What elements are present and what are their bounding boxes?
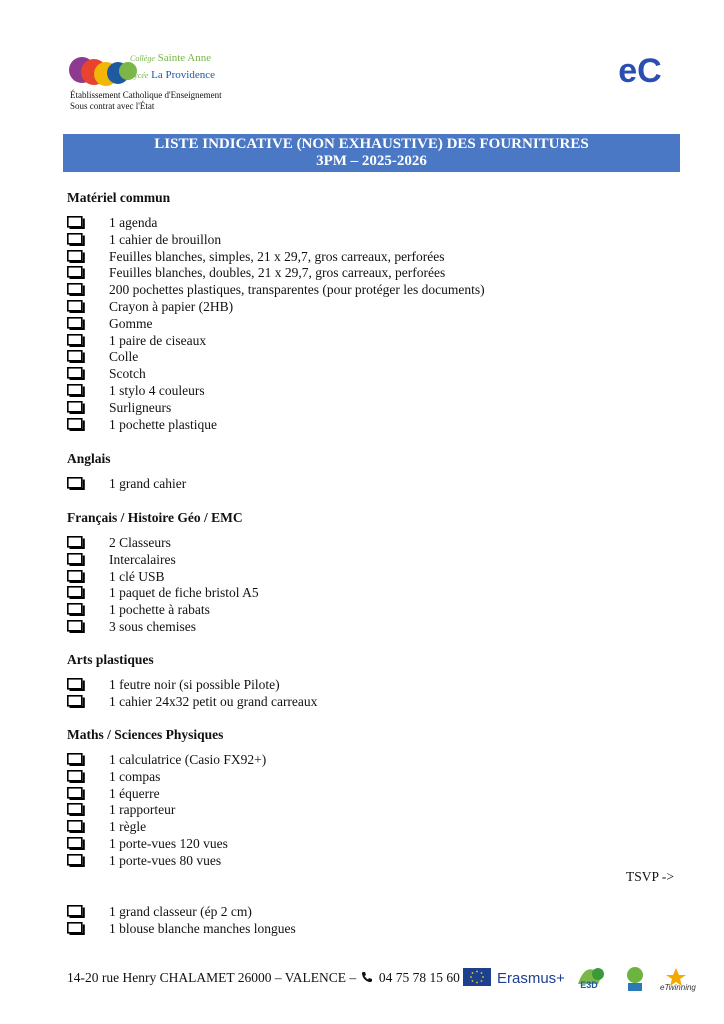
- checkbox-icon: [67, 283, 85, 296]
- school-tagline-1: Établissement Catholique d'Enseignement: [70, 90, 222, 100]
- checklist-item-label: 1 porte-vues 120 vues: [109, 836, 228, 851]
- erasmus-logo: Erasmus+: [497, 970, 565, 987]
- checklist-item-label: Colle: [109, 349, 139, 364]
- section-title: Maths / Sciences Physiques: [67, 727, 224, 742]
- phone-icon: [361, 971, 373, 983]
- footer-address-line: [67, 970, 460, 986]
- checkbox-icon: [67, 536, 85, 549]
- checkbox-icon: [67, 820, 85, 833]
- checklist-item-label: Scotch: [109, 366, 146, 381]
- school-prefix-1: Collège: [130, 54, 155, 63]
- checklist-item-label: 1 stylo 4 couleurs: [109, 383, 205, 398]
- checklist-item-label: Surligneurs: [109, 400, 172, 415]
- school-tagline-2: Sous contrat avec l'État: [70, 101, 155, 111]
- school-logo-circles: [68, 50, 138, 92]
- checkbox-icon: [67, 384, 85, 397]
- checkbox-icon: [67, 367, 85, 380]
- checkbox-icon: [67, 553, 85, 566]
- checkbox-icon: [67, 233, 85, 246]
- checklist-item-label: 1 paquet de fiche bristol A5: [109, 585, 259, 600]
- checklist-item-label: 1 règle: [109, 819, 147, 834]
- school-name-1: Sainte Anne: [157, 52, 212, 64]
- checkbox-icon: [67, 250, 85, 263]
- checkbox-icon: [67, 350, 85, 363]
- school-prefix-2: Lycée: [130, 71, 149, 80]
- checklist-item-label: 1 paire de ciseaux: [109, 333, 207, 348]
- checklist-item-label: 1 rapporteur: [109, 802, 176, 817]
- checklist-item-label: 1 feutre noir (si possible Pilote): [109, 677, 280, 692]
- section-title: Français / Histoire Géo / EMC: [67, 510, 243, 525]
- checklist-item-label: Feuilles blanches, doubles, 21 x 29,7, gros carreaux, perforées: [109, 265, 446, 280]
- checkbox-icon: [67, 603, 85, 616]
- checkbox-icon: [67, 334, 85, 347]
- checkbox-icon: [67, 401, 85, 414]
- checklist-item-label: 1 agenda: [109, 215, 158, 230]
- checkbox-icon: [67, 770, 85, 783]
- checklist-item-label: 1 pochette à rabats: [109, 602, 210, 617]
- school-logo: [68, 48, 238, 114]
- ec-logo: [608, 52, 672, 90]
- checklist-item-label: Intercalaires: [109, 552, 176, 567]
- checkbox-icon: [67, 803, 85, 816]
- checkbox-icon: [67, 266, 85, 279]
- checkbox-icon: [67, 300, 85, 313]
- checklist-item-label: 1 cahier 24x32 petit ou grand carreaux: [109, 694, 318, 709]
- checklist-item-label: 1 calculatrice (Casio FX92+): [109, 752, 267, 767]
- checkbox-icon: [67, 477, 85, 490]
- checklist-item-label: 1 porte-vues 80 vues: [109, 853, 222, 868]
- checkbox-icon: [67, 837, 85, 850]
- checklist-item-label: 1 clé USB: [109, 569, 165, 584]
- checkbox-icon: [67, 854, 85, 867]
- school-names: [130, 50, 215, 84]
- footer-phone: 04 75 78 15 60: [378, 970, 460, 985]
- checklist-item-label: 3 sous chemises: [109, 619, 196, 634]
- checklist-item-label: 1 grand cahier: [109, 476, 187, 491]
- checkbox-icon: [67, 695, 85, 708]
- banner-line-1: LISTE INDICATIVE (NON EXHAUSTIVE) DES FOURNITURES: [154, 136, 589, 152]
- checklist-item-label: 1 blouse blanche manches longues: [109, 921, 296, 936]
- checkbox-icon: [67, 620, 85, 633]
- checklist-item-label: Feuilles blanches, simples, 21 x 29,7, gros carreaux, perforées: [109, 249, 445, 264]
- eu-flag-icon: [463, 968, 491, 986]
- checkbox-icon: [67, 586, 85, 599]
- ec-logo-text: eC: [618, 52, 662, 90]
- e3d-logo-text: E3D: [580, 980, 598, 990]
- checklist-item-label: 1 équerre: [109, 786, 160, 801]
- section-title: Anglais: [67, 451, 111, 466]
- checklist-item-label: Crayon à papier (2HB): [109, 299, 234, 314]
- checkbox-icon: [67, 787, 85, 800]
- school-name-2: La Providence: [151, 69, 216, 81]
- checklist-item-label: 1 compas: [109, 769, 161, 784]
- e3d-logo: [574, 964, 610, 992]
- checkbox-icon: [67, 753, 85, 766]
- checklist-item-label: 1 grand classeur (ép 2 cm): [109, 904, 252, 919]
- eco-school-logo: [624, 966, 646, 992]
- checklist-item-label: 1 cahier de brouillon: [109, 232, 222, 247]
- banner-line-2: 3PM – 2025-2026: [316, 153, 427, 169]
- etwinning-label: eTwinning: [660, 983, 696, 992]
- title-banner: [63, 134, 680, 172]
- checkbox-icon: [67, 905, 85, 918]
- checkbox-icon: [67, 317, 85, 330]
- checklist-item-label: Gomme: [109, 316, 153, 331]
- checkbox-icon: [67, 678, 85, 691]
- checkbox-icon: [67, 418, 85, 431]
- checklist-item-label: 200 pochettes plastiques, transparentes (pour protéger les documents): [109, 282, 485, 297]
- checkbox-icon: [67, 570, 85, 583]
- section-title: Arts plastiques: [67, 652, 154, 667]
- checklist-item-label: 2 Classeurs: [109, 535, 171, 550]
- section-title: Matériel commun: [67, 190, 171, 205]
- checkbox-icon: [67, 216, 85, 229]
- footer-address: 14-20 rue Henry CHALAMET 26000 – VALENCE –: [67, 970, 357, 985]
- checklist-item-label: 1 pochette plastique: [109, 417, 217, 432]
- tsvp-note: TSVP ->: [626, 869, 674, 884]
- checkbox-icon: [67, 922, 85, 935]
